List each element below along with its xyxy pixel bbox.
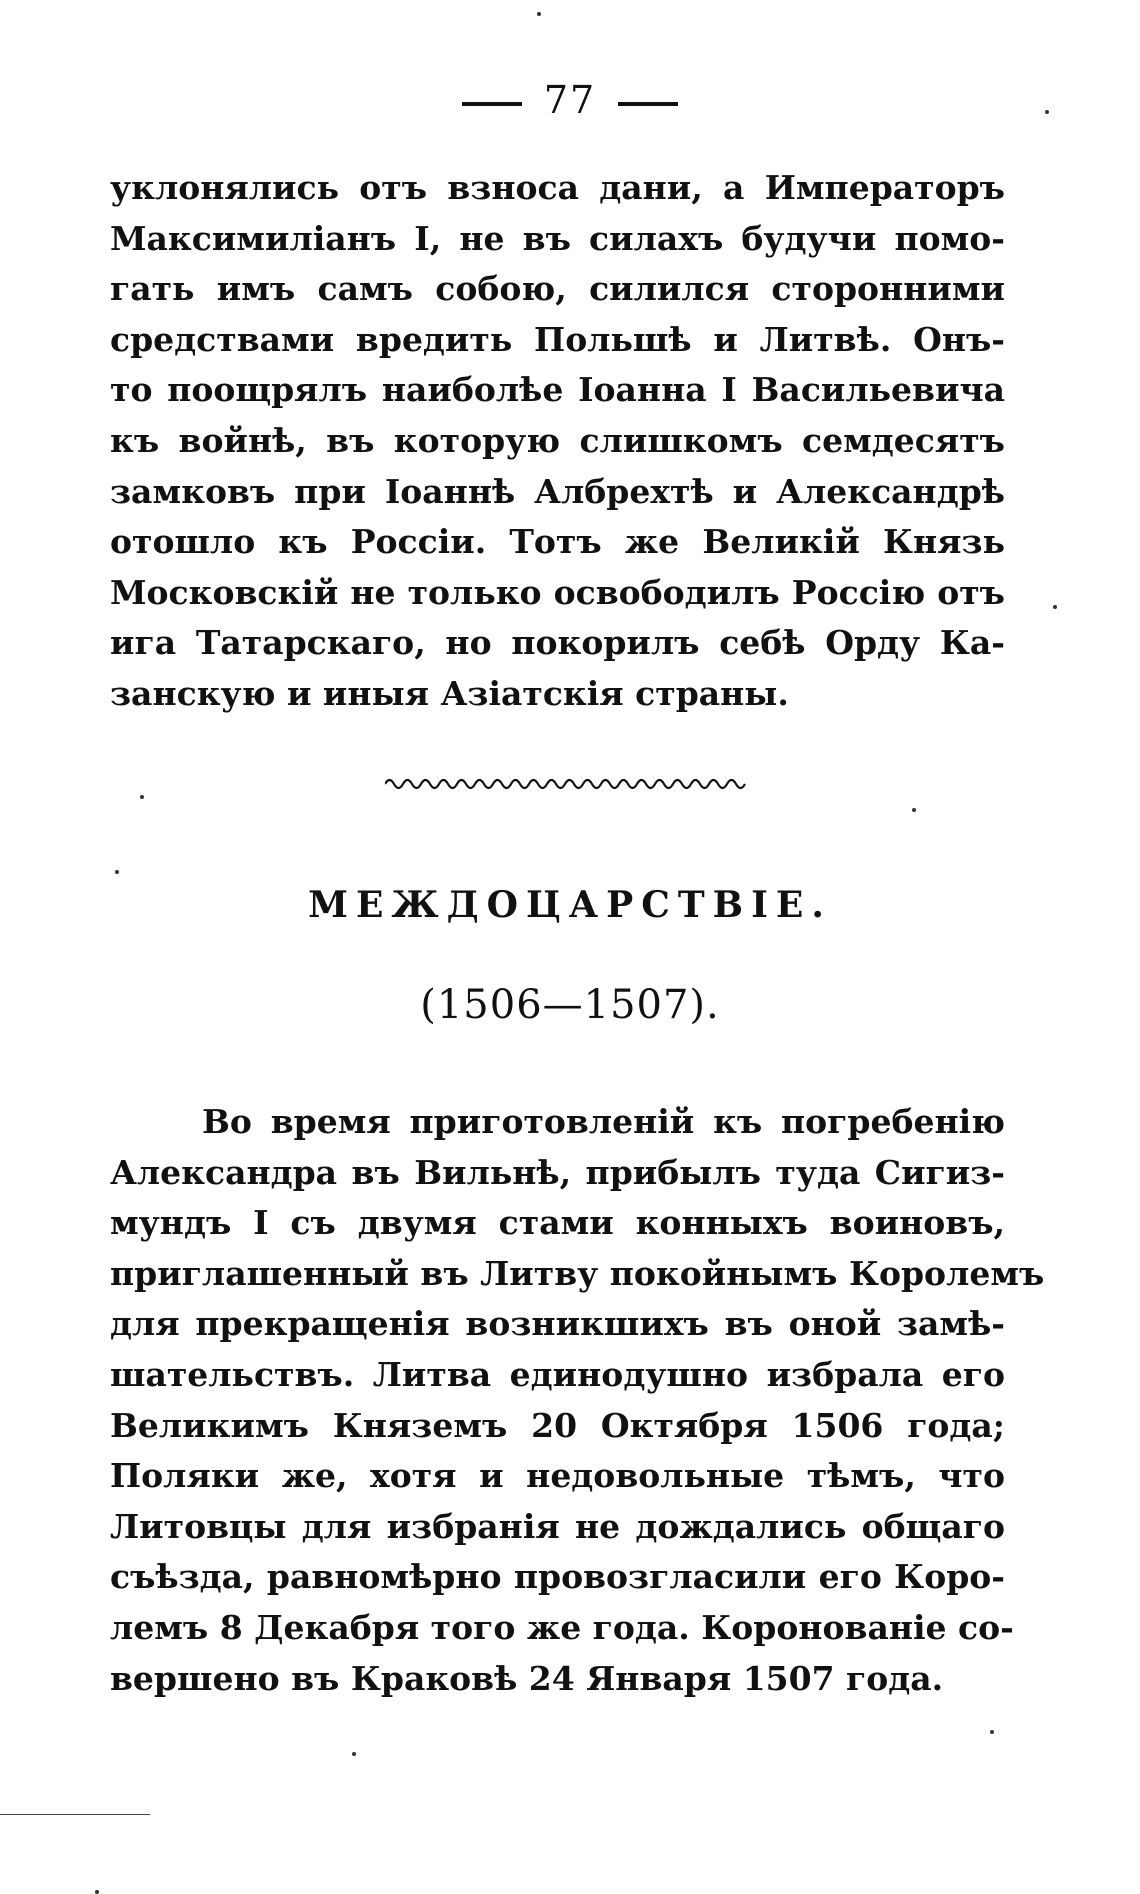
text-line: Во время приготовленій къ погребенію <box>202 1102 1005 1141</box>
text-line: приглашенный въ Литву покойнымъ Королемъ <box>110 1253 1045 1293</box>
scan-speck <box>990 1730 994 1734</box>
page-number-text: 77 <box>543 78 597 122</box>
text-line: уклонялись отъ взноса дани, а Императоръ <box>110 168 1005 207</box>
section-dates: (1506—1507). <box>420 982 720 1028</box>
text-line: Поляки же, хотя и недовольные тѣмъ, что <box>110 1456 1005 1496</box>
scan-speck <box>1053 605 1057 609</box>
text-line: Литовцы для избранія не дождались общаго <box>110 1506 1005 1546</box>
right-dash <box>618 102 678 106</box>
page-number <box>0 78 1140 122</box>
scan-speck <box>537 12 541 16</box>
text-line: отошло къ Россіи. Тотъ же Великій Князь <box>110 522 1005 562</box>
paragraph-1 <box>110 163 1005 720</box>
left-dash <box>462 102 522 106</box>
text-line: съѣзда, равномѣрно провозгласили его Коро- <box>110 1557 1005 1597</box>
text-line: гать имъ самъ собою, силился сторонними <box>110 269 1005 309</box>
text-line: Московскій не только освободилъ Россію отъ <box>110 572 1005 612</box>
paragraph-2 <box>110 1097 1045 1704</box>
scan-speck <box>95 1890 99 1894</box>
text-line: для прекращенія возникшихъ въ оной замѣ- <box>110 1304 1005 1344</box>
scan-speck <box>352 1752 356 1756</box>
text-line: занскую и иныя Азіатскія страны. <box>110 673 789 713</box>
scan-speck <box>1045 110 1049 114</box>
text-line: Великимъ Княземъ 20 Октября 1506 года; <box>110 1405 1005 1445</box>
text-line: Максимиліанъ I, не въ силахъ будучи помо- <box>110 218 1005 258</box>
scan-speck <box>140 795 144 799</box>
text-line: къ войнѣ, въ которую слишкомъ семдесятъ <box>110 420 1005 460</box>
text-line: ига Татарскаго, но покорилъ себѣ Орду Ка- <box>110 623 1005 663</box>
text-line: мундъ I съ двумя стами конныхъ воиновъ, <box>110 1203 1005 1243</box>
scan-speck <box>912 808 916 812</box>
ornament-divider <box>385 776 747 796</box>
text-line: замковъ при Іоаннѣ Албрехтѣ и Александрѣ <box>110 471 1005 511</box>
text-line: то поощрялъ наиболѣе Іоанна I Васильевича <box>110 370 1005 410</box>
text-line: средствами вредить Польшѣ и Литвѣ. Онъ- <box>110 319 1005 359</box>
section-title: МЕЖДОЦАРСТВІЕ. <box>308 884 832 926</box>
scan-edge-line <box>0 1814 150 1815</box>
text-line: вершено въ Краковѣ 24 Января 1507 года. <box>110 1658 944 1698</box>
scan-speck <box>115 870 119 874</box>
text-line: шательствъ. Литва единодушно избрала его <box>110 1354 1005 1394</box>
text-line: лемъ 8 Декабря того же года. Коронованіе со- <box>110 1607 1014 1647</box>
text-line: Александра въ Вильнѣ, прибылъ туда Сигиз- <box>110 1152 1005 1192</box>
